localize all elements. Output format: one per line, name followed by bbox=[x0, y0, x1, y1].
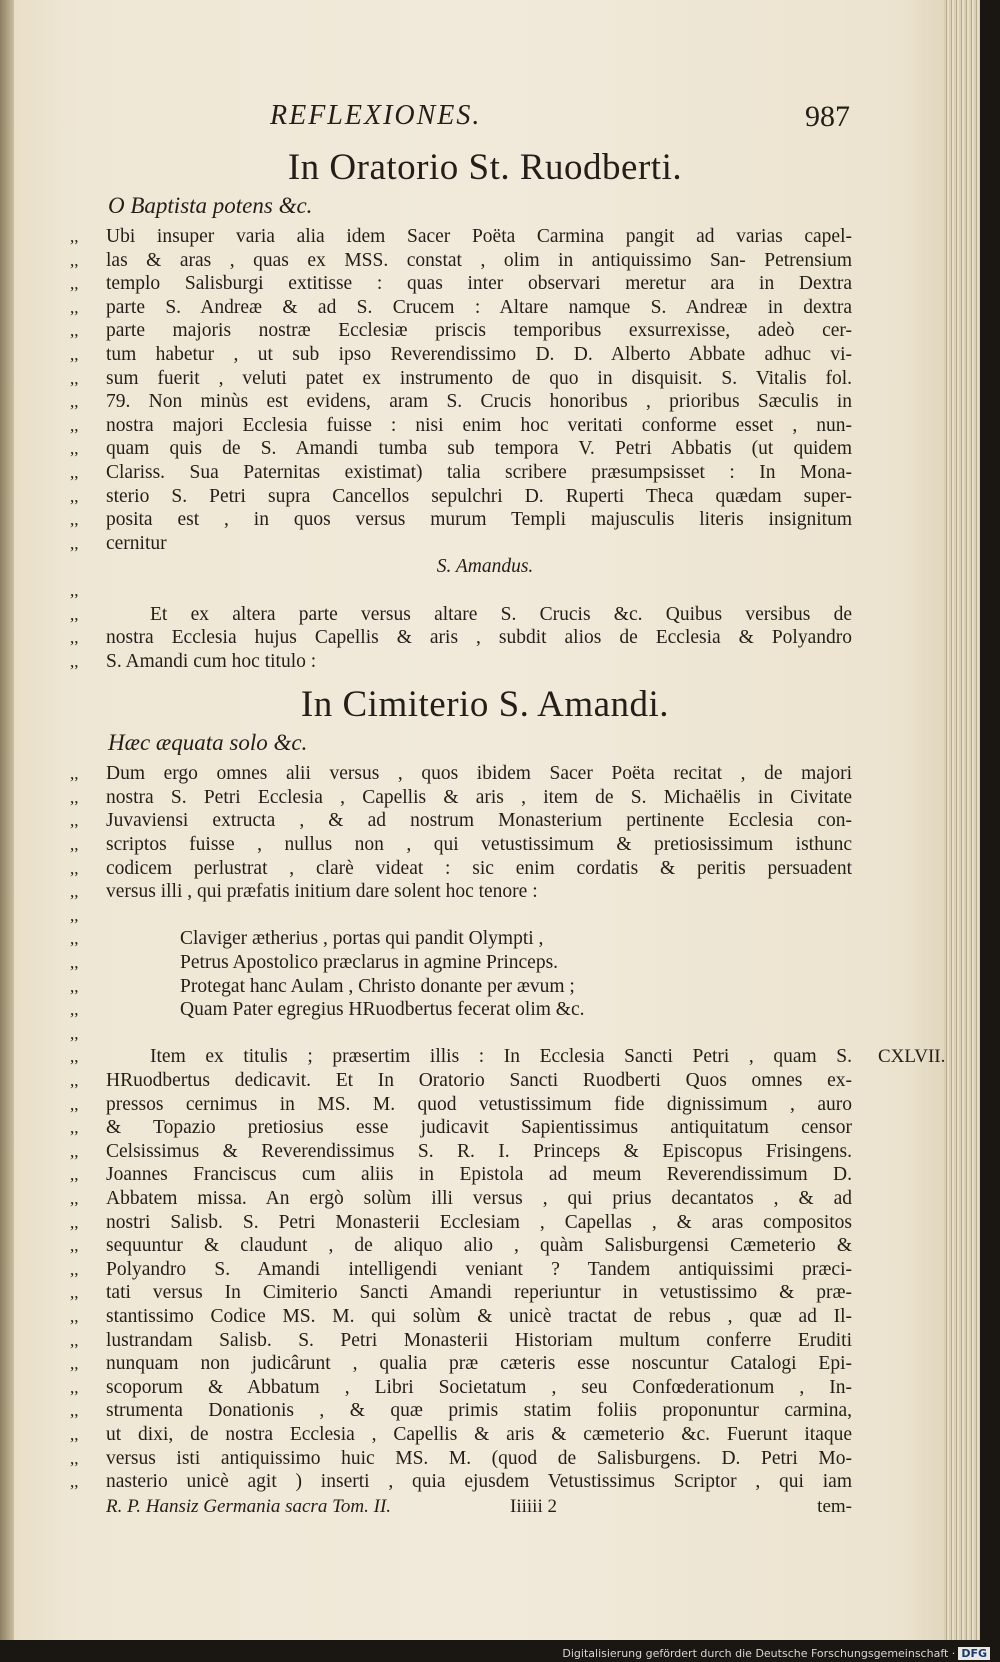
verse-line bbox=[70, 904, 900, 928]
running-header bbox=[70, 100, 900, 142]
quotation-mark: ,, bbox=[70, 1283, 79, 1303]
footer-title: R. P. Hansiz Germania sacra Tom. II. bbox=[106, 1495, 392, 1517]
quotation-mark: ,, bbox=[70, 1047, 79, 1067]
line-text: sterio S. Petri supra Cancellos sepulchri D. Ruperti Theca quædam super- bbox=[106, 485, 852, 507]
text-line bbox=[70, 1069, 900, 1093]
text-line bbox=[70, 485, 900, 509]
line-text: posita est , in quos versus murum Templi majusculis literis insignitum bbox=[106, 509, 852, 531]
quotation-mark: ,, bbox=[70, 1259, 79, 1279]
quotation-mark: ,, bbox=[70, 1118, 79, 1138]
text-line bbox=[70, 1140, 900, 1164]
text-line bbox=[70, 272, 900, 296]
line-text: S. Amandi cum hoc titulo : bbox=[106, 650, 317, 672]
section-title: In Oratorio St. Ruodberti. bbox=[287, 147, 683, 188]
quotation-mark: ,, bbox=[70, 250, 79, 270]
text-line bbox=[70, 1352, 900, 1376]
line-text: scriptos fuisse , nullus non , qui vetustissimum & pretiosissimum isthunc bbox=[106, 834, 852, 856]
line-text: nasterio unicè agit ) inserti , quia ejusdem Vetustissimus Scriptor , qui iam bbox=[106, 1471, 852, 1493]
line-text: nostra majori Ecclesia fuisse : nisi enim hoc veritati conforme esset , nun- bbox=[106, 414, 852, 436]
signature-mark: Iiiiii 2 bbox=[510, 1495, 557, 1517]
quotation-mark: ,, bbox=[70, 764, 79, 784]
quotation-mark: ,, bbox=[70, 953, 79, 973]
text-line bbox=[70, 1470, 900, 1494]
line-text: Joannes Franciscus cum aliis in Epistola ad meum Reverendissimum D. bbox=[106, 1164, 852, 1186]
line-text: Polyandro S. Amandi intelligendi veniant ? Tandem antiquissimi præci- bbox=[106, 1258, 852, 1280]
text-line bbox=[70, 1376, 900, 1400]
line-text: strumenta Donationis , & quæ primis statim foliis proponuntur carmina, bbox=[106, 1400, 852, 1422]
quotation-mark: ,, bbox=[70, 415, 79, 435]
line-text: nostra S. Petri Ecclesia , Capellis & aris , item de S. Michaëlis in Civitate bbox=[106, 786, 852, 808]
catchword: tem- bbox=[817, 1495, 852, 1517]
quotation-mark: ,, bbox=[70, 1071, 79, 1090]
quotation-mark: ,, bbox=[70, 392, 79, 412]
quotation-mark: ,, bbox=[70, 1306, 79, 1326]
quotation-mark: ,, bbox=[70, 858, 79, 878]
quotation-mark: ,, bbox=[70, 1401, 79, 1421]
line-text: quam quis de S. Amandi tumba sub tempora V. Petri Abbatis (ut quidem bbox=[106, 438, 852, 460]
text-line bbox=[70, 367, 900, 391]
section-title: In Cimiterio S. Amandi. bbox=[300, 684, 670, 726]
line-text: nostra Ecclesia hujus Capellis & aris , subdit alios de Ecclesia & Polyandro bbox=[106, 627, 852, 649]
text-line bbox=[70, 650, 900, 674]
line-text: versus illi , qui præfatis initium dare solent hoc tenore : bbox=[106, 881, 538, 903]
text-line bbox=[70, 1281, 900, 1305]
centered-heading-line bbox=[70, 555, 900, 579]
text-line bbox=[70, 1093, 900, 1117]
text-line bbox=[70, 1447, 900, 1471]
text-line bbox=[70, 1234, 900, 1258]
line-text: scoporum & Abbatum , Libri Societatum , seu Confœderationum , In- bbox=[106, 1376, 852, 1398]
verse-block bbox=[70, 904, 900, 1046]
quotation-mark: ,, bbox=[70, 462, 79, 482]
text-line bbox=[70, 296, 900, 320]
dfg-logo: DFG bbox=[958, 1647, 990, 1660]
line-text: Ubi insuper varia alia idem Sacer Poëta Carmina pangit ad varias capel- bbox=[106, 226, 852, 247]
line-text: codicem perlustrat , clarè videat : sic enim cordatis & peritis persuadent bbox=[106, 857, 852, 879]
quotation-mark: ,, bbox=[70, 227, 79, 246]
line-text: ut dixi, de nostra Ecclesia , Capellis & aris & cæmeterio &c. Fuerunt itaque bbox=[106, 1423, 852, 1445]
quotation-mark: ,, bbox=[70, 368, 79, 388]
line-text: Protegat hanc Aulam , Christo donante per ævum ; bbox=[180, 975, 575, 997]
text-line bbox=[70, 1305, 900, 1329]
quotation-mark: ,, bbox=[70, 1141, 79, 1161]
line-text: HRuodbertus dedicavit. Et In Oratorio Sancti Ruodberti Quos omnes ex- bbox=[106, 1070, 852, 1091]
text-line bbox=[70, 1423, 900, 1447]
page-edges bbox=[944, 0, 980, 1640]
text-line bbox=[70, 532, 900, 556]
line-text: templo Salisburgi extitisse : quas inter observari meretur ara in Dextra bbox=[106, 273, 852, 295]
line-text: lustrandam Salisb. S. Petri Monasterii Historiam multum conferre Eruditi bbox=[106, 1329, 852, 1351]
line-text: cernitur bbox=[106, 532, 167, 554]
marginal-note: CXLVII. bbox=[878, 1046, 946, 1068]
text-line bbox=[70, 414, 900, 438]
quotation-mark: ,, bbox=[70, 1188, 79, 1208]
verse-line bbox=[70, 998, 900, 1022]
text-line bbox=[70, 762, 900, 786]
section-incipit: O Baptista potens &c. bbox=[108, 193, 313, 218]
text-line bbox=[70, 809, 900, 833]
line-text: parte S. Andreæ & ad S. Crucem : Altare namque S. Andreæ in dextra bbox=[106, 296, 852, 318]
line-text: pressos cernimus in MS. M. quod vetustissimum fide dignissimum , auro bbox=[106, 1093, 852, 1115]
text-line bbox=[70, 343, 900, 367]
line-text: tum habetur , ut sub ipso Reverendissimo D. D. Alberto Abbate adhuc vi- bbox=[106, 343, 852, 365]
quotation-mark: ,, bbox=[70, 1424, 79, 1444]
quotation-mark: ,, bbox=[70, 835, 79, 855]
line-text: Claviger ætherius , portas qui pandit Olympti , bbox=[180, 928, 544, 950]
text-line bbox=[70, 880, 900, 904]
section-oratorio bbox=[70, 146, 900, 673]
quotation-mark: ,, bbox=[70, 580, 79, 600]
digitization-credit bbox=[562, 1647, 990, 1660]
running-head-title: REFLEXIONES. bbox=[270, 100, 482, 131]
quotation-mark: ,, bbox=[70, 787, 79, 807]
line-text: nostri Salisb. S. Petri Monasterii Ecclesiam , Capellas , & aras compositos bbox=[106, 1211, 852, 1233]
text-line bbox=[70, 626, 900, 650]
quotation-mark: ,, bbox=[70, 1377, 79, 1397]
line-text: Item ex titulis ; præsertim illis : In Ecclesia Sancti Petri , quam S. bbox=[150, 1046, 852, 1068]
text-line bbox=[70, 603, 900, 627]
credit-text: Digitalisierung gefördert durch die Deutsche Forschungsgemeinschaft · bbox=[562, 1647, 956, 1660]
text-line bbox=[70, 857, 900, 881]
section-cimiterio bbox=[70, 683, 946, 1493]
line-text: Abbatem missa. An ergò solùm illi versus , qui prius decantatos , & ad bbox=[106, 1187, 852, 1209]
text-line bbox=[70, 1329, 900, 1353]
quotation-mark: ,, bbox=[70, 321, 79, 341]
quotation-mark: ,, bbox=[70, 604, 79, 624]
line-text: las & aras , quas ex MSS. constat , olim in antiquissimo San- Petrensium bbox=[106, 249, 852, 271]
text-line bbox=[70, 1258, 900, 1282]
quotation-mark: ,, bbox=[70, 628, 79, 648]
line-text: Juvaviensi extructa , & ad nostrum Monasterium pertinente Ecclesia con- bbox=[106, 810, 852, 832]
text-line bbox=[70, 249, 900, 273]
text-line bbox=[70, 461, 900, 485]
centered-heading: S. Amandus. bbox=[436, 556, 534, 578]
quotation-mark: ,, bbox=[70, 1165, 79, 1185]
line-text: stantissimo Codice MS. M. qui solùm & unicè tractat de rebus , quæ ad Il- bbox=[106, 1305, 852, 1327]
line-text: Clariss. Sua Paternitas existimat) talia scribere præsumpsisset : In Mona- bbox=[106, 461, 852, 483]
line-text: Dum ergo omnes alii versus , quos ibidem Sacer Poëta recitat , de majori bbox=[106, 763, 852, 785]
line-text: tati versus In Cimiterio Sancti Amandi reperiuntur in vetustissimo & præ- bbox=[106, 1282, 852, 1304]
book-spine bbox=[0, 0, 14, 1640]
line-text: 79. Non minùs est evidens, aram S. Crucis honoribus , prioribus Sæculis in bbox=[106, 391, 852, 413]
verse-line bbox=[70, 1022, 900, 1046]
text-line bbox=[70, 786, 900, 810]
paragraph-lines bbox=[70, 579, 900, 673]
quotation-mark: ,, bbox=[70, 976, 79, 996]
quotation-mark: ,, bbox=[70, 1000, 79, 1020]
text-line bbox=[70, 319, 900, 343]
quotation-mark: ,, bbox=[70, 1354, 79, 1374]
quotation-mark: ,, bbox=[70, 486, 79, 506]
line-text: parte majoris nostræ Ecclesiæ priscis temporibus exsurrexisse, adeò cer- bbox=[106, 320, 852, 342]
paragraph-lines bbox=[70, 762, 900, 904]
section-incipit: Hæc æquata solo &c. bbox=[108, 730, 308, 756]
verse-line bbox=[70, 975, 900, 999]
quotation-mark: ,, bbox=[70, 811, 79, 831]
text-line bbox=[70, 508, 900, 532]
quotation-mark: ,, bbox=[70, 344, 79, 364]
line-text: & Topazio pretiosius esse judicavit Sapientissimus antiquitatum censor bbox=[106, 1117, 852, 1139]
quotation-mark: ,, bbox=[70, 274, 79, 294]
line-text: nunquam non judicârunt , qualia præ cæteris esse noscuntur Catalogi Epi- bbox=[106, 1353, 852, 1375]
line-text: Et ex altera parte versus altare S. Crucis &c. Quibus versibus de bbox=[150, 603, 852, 625]
text-line bbox=[70, 1045, 946, 1069]
text-line bbox=[70, 833, 900, 857]
line-text: sum fuerit , veluti patet ex instrumento de quo in disquisit. S. Vitalis fol. bbox=[106, 367, 852, 389]
line-text: Celsissimus & Reverendissimus S. R. I. Princeps & Episcopus Frisingens. bbox=[106, 1140, 852, 1162]
line-text: Petrus Apostolico præclarus in agmine Princeps. bbox=[180, 952, 559, 974]
quotation-mark: ,, bbox=[70, 1023, 79, 1043]
text-line bbox=[70, 1211, 900, 1235]
line-text: sequuntur & claudunt , de aliquo alio , quàm Salisburgensi Cæmeterio & bbox=[106, 1235, 852, 1257]
quotation-mark: ,, bbox=[70, 533, 79, 553]
quotation-mark: ,, bbox=[70, 882, 79, 902]
page-content bbox=[70, 100, 946, 1520]
quotation-mark: ,, bbox=[70, 1212, 79, 1232]
text-line bbox=[70, 1116, 900, 1140]
quotation-mark: ,, bbox=[70, 1236, 79, 1256]
text-line bbox=[70, 1187, 900, 1211]
text-line bbox=[70, 1163, 900, 1187]
quotation-mark: ,, bbox=[70, 1330, 79, 1350]
text-line bbox=[70, 390, 900, 414]
quotation-mark: ,, bbox=[70, 510, 79, 530]
quotation-mark: ,, bbox=[70, 1472, 79, 1492]
quotation-mark: ,, bbox=[70, 929, 79, 949]
page-footer bbox=[70, 1494, 900, 1520]
quotation-mark: ,, bbox=[70, 439, 79, 459]
paragraph-lines bbox=[70, 1045, 946, 1493]
line-text: versus isti antiquissimo huic MS. M. (quod de Salisburgens. D. Petri Mo- bbox=[106, 1447, 852, 1469]
quotation-mark: ,, bbox=[70, 1094, 79, 1114]
quotation-mark: ,, bbox=[70, 297, 79, 317]
page-number: 987 bbox=[805, 100, 850, 133]
paragraph-lines bbox=[70, 225, 900, 555]
verse-line bbox=[70, 927, 900, 951]
line-text: Quam Pater egregius HRuodbertus fecerat olim &c. bbox=[180, 999, 585, 1021]
quotation-mark: ,, bbox=[70, 1448, 79, 1468]
text-line bbox=[70, 437, 900, 461]
verse-line bbox=[70, 951, 900, 975]
text-line bbox=[70, 579, 900, 603]
quotation-mark: ,, bbox=[70, 651, 79, 671]
text-line bbox=[70, 225, 900, 249]
text-line bbox=[70, 1399, 900, 1423]
quotation-mark: ,, bbox=[70, 905, 79, 925]
